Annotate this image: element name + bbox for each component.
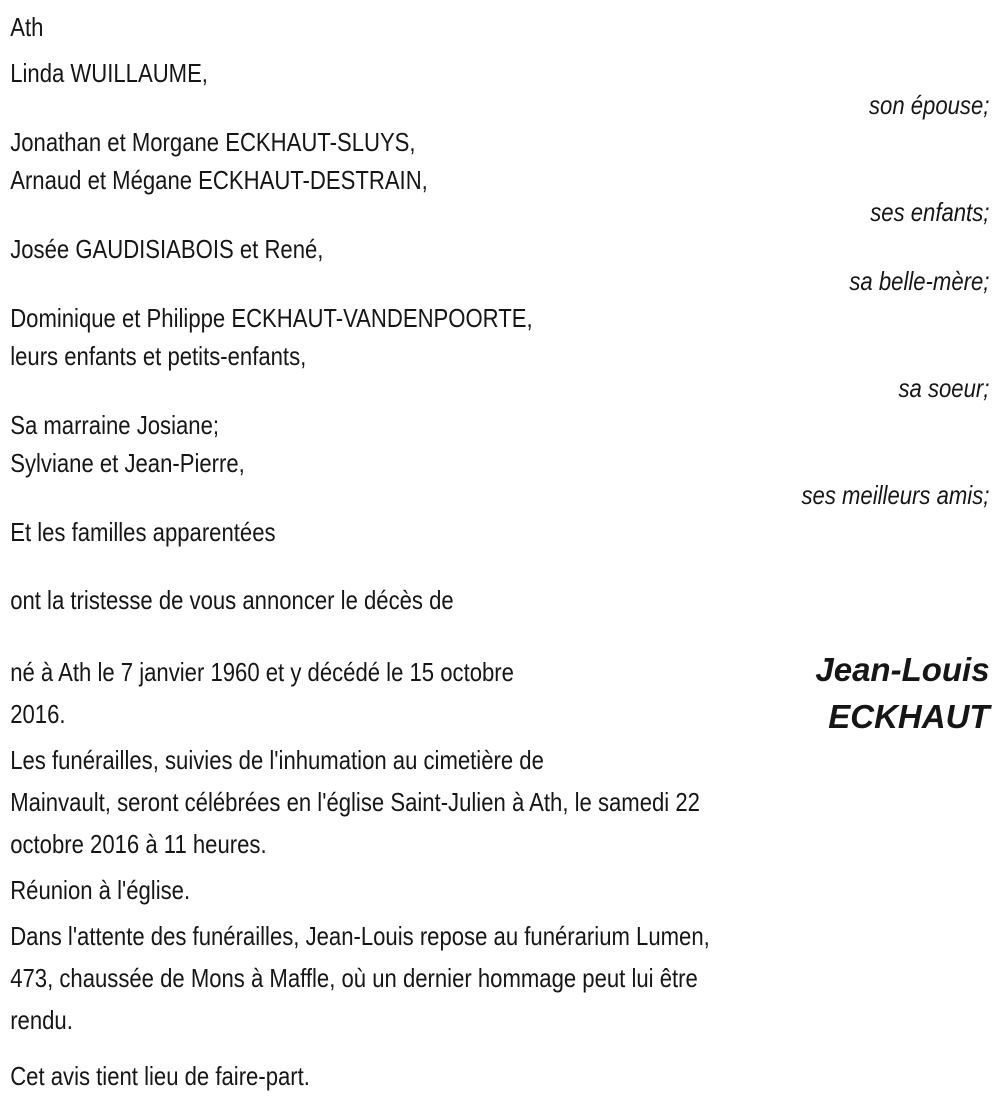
relative-names: leurs enfants et petits-enfants,: [10, 341, 307, 371]
closing-line: Cet avis tient lieu de faire-part.: [10, 1061, 310, 1091]
closing-paragraph: [10, 1055, 989, 1097]
repose-line: rendu.: [10, 1005, 73, 1035]
deceased-first-name: Jean-Louis: [815, 651, 990, 688]
relative-names: Jonathan et Morgane ECKHAUT-SLUYS,: [10, 127, 416, 157]
funeral-line: Les funérailles, suivies de l'inhumation au cimetière de: [10, 745, 544, 775]
relative-group-mother-in-law: [10, 230, 989, 294]
life-dates-line: né à Ath le 7 janvier 1960 et y décédé le 15 octobre: [10, 657, 514, 687]
intro-line: ont la tristesse de vous annoncer le décès de: [10, 585, 454, 615]
funeral-line: octobre 2016 à 11 heures.: [10, 829, 267, 859]
relative-names: Arnaud et Mégane ECKHAUT-DESTRAIN,: [10, 165, 428, 195]
deceased-last-name: ECKHAUT: [828, 698, 990, 735]
relative-group-extended-families: [10, 513, 989, 551]
relation-label: sa soeur;: [898, 373, 990, 403]
deceased-name: [815, 646, 989, 740]
city-line: Ath: [10, 12, 44, 42]
repose-line: Dans l'attente des funérailles, Jean-Louis repose au funérarium Lumen,: [10, 921, 710, 951]
repose-line: 473, chaussée de Mons à Maffle, où un dernier hommage peut lui être: [10, 963, 698, 993]
relative-names: Et les familles apparentées: [10, 517, 276, 547]
relative-names: Sylviane et Jean-Pierre,: [10, 448, 245, 478]
relative-group-spouse: [10, 54, 989, 118]
funeral-paragraph: [10, 739, 989, 865]
relative-group-friends: [10, 406, 989, 508]
relative-group-sister: [10, 299, 989, 401]
relative-group-children: [10, 123, 989, 225]
repose-paragraph: [10, 915, 989, 1041]
funeral-line: Mainvault, seront célébrées en l'église Saint-Julien à Ath, le samedi 22: [10, 787, 700, 817]
relation-label: son épouse;: [868, 90, 990, 120]
relation-label: ses enfants;: [870, 197, 990, 227]
relation-label: ses meilleurs amis;: [801, 480, 990, 510]
relative-names: Josée GAUDISIABOIS et René,: [10, 234, 324, 264]
relative-names: Sa marraine Josiane;: [10, 410, 220, 440]
announcement-section: [10, 651, 989, 865]
meeting-paragraph: [10, 869, 989, 911]
relation-label: sa belle-mère;: [849, 266, 990, 296]
life-dates-line: 2016.: [10, 699, 66, 729]
meeting-line: Réunion à l'église.: [10, 875, 191, 905]
relative-names: Dominique et Philippe ECKHAUT-VANDENPOORTE,: [10, 303, 533, 333]
relative-names: Linda WUILLAUME,: [10, 58, 208, 88]
